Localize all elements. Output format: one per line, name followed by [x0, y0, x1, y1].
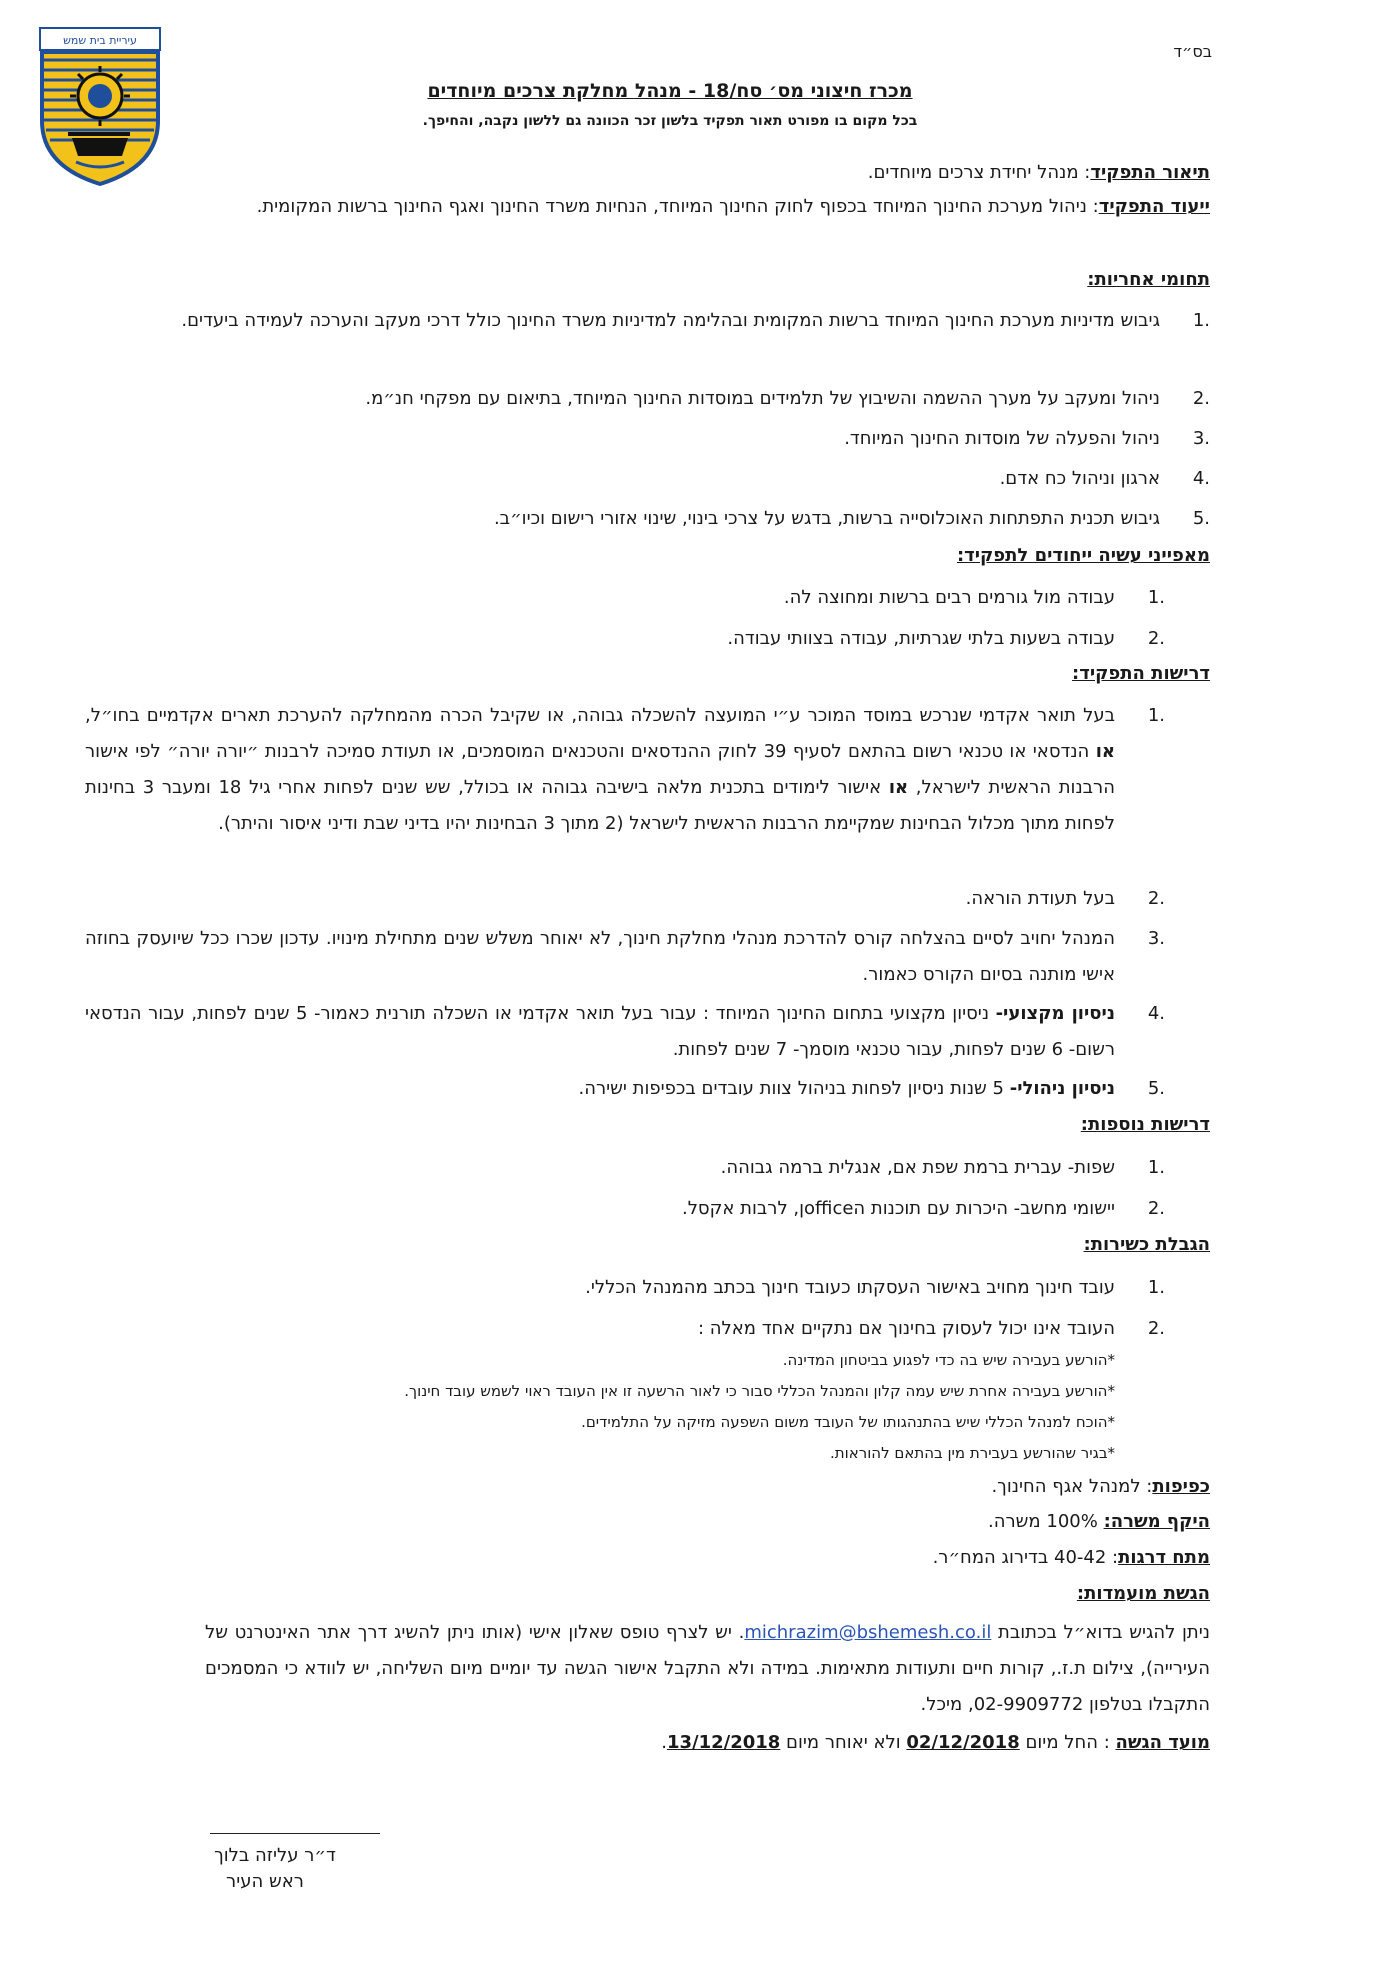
municipal-emblem-logo [38, 26, 162, 186]
additional-item: שפות- עברית ברמת שפת אם, אנגלית ברמה גבוהה. [720, 1157, 1115, 1178]
req-or-2: או [888, 777, 909, 798]
submission-post: . יש לצרף טופס שאלון אישי (אותו ניתן להשיג דרך אתר האינטרנט של העירייה), צילום ת.ז., קורות חיים ותעודות מתאימות. במידה ולא התקבל אישור הגשה עד יומיים מיום השליחה, יש לוודא כי המסמכים התקבלו בטלפון 02-9909772, מיכל. [205, 1622, 1210, 1715]
requirement-num: 3. [1147, 928, 1165, 949]
deadline-end: . [661, 1732, 667, 1753]
responsibility-item: ארגון וניהול כח אדם. [999, 468, 1160, 489]
responsibility-num: 1. [1192, 310, 1210, 331]
tender-title: מכרז חיצוני מס׳ סח/18 - מנהל מחלקת צרכים מיוחדים [427, 80, 913, 102]
requirement-num: 5. [1147, 1078, 1165, 1099]
management-exp-text: 5 שנות ניסיון לפחות בניהול צוות עובדים בכפיפות ישירה. [578, 1078, 1010, 1099]
restriction-num: 2. [1147, 1318, 1165, 1339]
professional-exp-text: ניסיון מקצועי בתחום החינוך המיוחד : עבור בעל תואר אקדמי או השכלה תורנית כאמור- 5 שנים לפחות, עבור הנדסאי רשום- 6 שנים לפחות, עבור טכנאי מוסמך- 7 שנים לפחות. [85, 1003, 1115, 1060]
job-description-line [868, 162, 1210, 184]
management-exp-label: ניסיון ניהולי- [1009, 1078, 1115, 1099]
responsibility-num: 3. [1192, 428, 1210, 449]
job-purpose-value: : ניהול מערכת החינוך המיוחד בכפוף לחוק החינוך המיוחד, הנחיות משרד החינוך ואגף החינוך ברשות המקומית. [256, 196, 1099, 217]
grade-range-label: מתח דרגות [1118, 1547, 1210, 1568]
responsibility-num: 4. [1192, 468, 1210, 489]
restriction-item: העובד אינו יכול לעסוק בחינוך אם נתקיים אחד מאלה : [697, 1318, 1115, 1339]
responsibility-item: ניהול ומעקב על מערך ההשמה והשיבוץ של תלמידים במוסדות החינוך המיוחד, בתיאום עם מפקחי חנ״מ. [365, 388, 1160, 409]
submission-heading: הגשת מועמדות: [1076, 1583, 1210, 1604]
job-description-label: תיאור התפקיד [1090, 162, 1210, 183]
job-purpose-label: ייעוד התפקיד [1098, 196, 1210, 217]
job-purpose-line [140, 189, 1210, 225]
professional-exp-label: ניסיון מקצועי- [995, 1003, 1115, 1024]
logo-text: עיריית בית שמש [63, 34, 137, 47]
req-education-c: אישור לימודים בתכנית מלאה בישיבה גבוהה או בכולל, שש שנים לפחות אחרי גיל 18 ומעבר 3 בחינות לפחות מתוך מכלול הבחינות שמקיימת הרבנות הראשית לישראל (2 מתוך 3 הבחינות יהיו בדיני שבת ודיני איסור והיתר). [85, 777, 1115, 834]
deadline-to-date: 13/12/2018 [666, 1732, 781, 1753]
signature-role: ראש העיר [226, 1871, 304, 1892]
requirements-heading: דרישות התפקיד: [1072, 663, 1210, 684]
submission-pre: ניתן להגיש בדוא״ל בכתובת [991, 1622, 1210, 1643]
requirement-num: 2. [1147, 888, 1165, 909]
job-description-value: : מנהל יחידת צרכים מיוחדים. [867, 162, 1091, 183]
signature-line [210, 1833, 380, 1834]
grade-range-value: : 40-42 בדירוג המח״ר. [932, 1547, 1119, 1568]
deadline-label: מועד הגשה [1115, 1732, 1210, 1753]
gender-note: בכל מקום בו מפורט תאור תפקיד בלשון זכר הכוונה גם ללשון נקבה, והחיפך. [422, 113, 918, 129]
requirement-num: 1. [1147, 705, 1165, 726]
deadline-to-text: ולא יאוחר מיום [780, 1732, 907, 1753]
restriction-sub-item: *בגיר שהורשע בעבירת מין בהתאם להוראות. [830, 1444, 1115, 1462]
responsibility-item: גיבוש מדיניות מערכת החינוך המיוחד ברשות המקומית ובהלימה למדיניות משרד החינוך כולל דרכי מעקב והערכה לעמידה ביעדים. [181, 310, 1160, 331]
requirement-course: המנהל יחויב לסיים בהצלחה קורס להדרכת מנהלי מחלקת חינוך, לא יאוחר משלש שנים מתחילת מינויו. עדכון שכרו ככל שיועסק בחוזה אישי מותנה בסיום הקורס כאמור. [85, 928, 1115, 985]
scope-value: 100% משרה. [988, 1511, 1104, 1532]
subordination-value: : למנהל אגף החינוך. [991, 1476, 1153, 1497]
submission-paragraph [205, 1615, 1210, 1723]
characteristic-item: עבודה מול גורמים רבים ברשות ומחוצה לה. [783, 587, 1115, 608]
restrictions-heading: הגבלת כשירות: [1083, 1234, 1210, 1255]
characteristic-item: עבודה בשעות בלתי שגרתיות, עבודה בצוותי עבודה. [727, 628, 1115, 649]
scope-line [988, 1511, 1210, 1533]
characteristic-num: 2. [1147, 628, 1165, 649]
scope-label: היקף משרה: [1103, 1511, 1210, 1532]
bsd-mark: בס״ד [1173, 42, 1212, 61]
restriction-item: עובד חינוך מחויב באישור העסקתו כעובד חינוך בכתב מהמנהל הכללי. [585, 1277, 1115, 1298]
requirement-education [85, 698, 1115, 842]
email-link[interactable]: michrazim@bshemesh.co.il [744, 1622, 992, 1643]
additional-num: 1. [1147, 1157, 1165, 1178]
responsibility-num: 5. [1192, 508, 1210, 529]
deadline-from-text: : החל מיום [1019, 1732, 1116, 1753]
responsibility-num: 2. [1192, 388, 1210, 409]
characteristics-heading: מאפייני עשיה ייחודים לתפקיד: [956, 545, 1210, 566]
restriction-num: 1. [1147, 1277, 1165, 1298]
subordination-line [991, 1476, 1210, 1498]
grade-range-line [933, 1547, 1210, 1569]
requirement-teaching-cert: בעל תעודת הוראה. [965, 888, 1115, 909]
additional-num: 2. [1147, 1198, 1165, 1219]
subordination-label: כפיפות [1152, 1476, 1210, 1497]
restriction-sub-item: *הורשע בעבירה אחרת שיש עמה קלון והמנהל הכללי סבור כי לאור הרשעה זו אין העובד ראוי לשמש עובד חינוך. [404, 1382, 1115, 1400]
restriction-sub-item: *הורשע בעבירה שיש בה כדי לפגוע בביטחון המדינה. [782, 1351, 1115, 1369]
signature-name: ד״ר עליזה בלוך [214, 1845, 336, 1866]
additional-requirements-heading: דרישות נוספות: [1080, 1114, 1210, 1135]
responsibilities-heading: תחומי אחריות: [1087, 269, 1210, 290]
req-or-1: או [1095, 741, 1115, 762]
deadline-from-date: 02/12/2018 [906, 1732, 1020, 1753]
restriction-sub-item: *הוכח למנהל הכללי שיש בהתנהגותו של העובד משום השפעה מזיקה על התלמידים. [581, 1413, 1115, 1431]
deadline-line [661, 1732, 1210, 1754]
characteristic-num: 1. [1147, 587, 1165, 608]
responsibility-item: גיבוש תכנית התפתחות האוכלוסייה ברשות, בדגש על צרכי בינוי, שינוי אזורי רישום וכיו״ב. [493, 508, 1160, 529]
requirement-num: 4. [1147, 1003, 1165, 1024]
requirement-professional-exp [85, 996, 1115, 1068]
additional-item: יישומי מחשב- היכרות עם תוכנות הofficeן, לרבות אקסל. [681, 1198, 1115, 1219]
req-education-a: בעל תואר אקדמי שנרכש במוסד המוכר ע״י המועצה להשכלה גבוהה, או שקיבל הכרה מהמחלקה להערכת תארים אקדמיים בחו״ל, [85, 705, 1115, 726]
requirement-management-exp [579, 1078, 1116, 1100]
responsibility-item: ניהול והפעלה של מוסדות החינוך המיוחד. [844, 428, 1160, 449]
req-education-b: הנדסאי או טכנאי רשום בהתאם לסעיף 39 לחוק ההנדסאים והטכנאים המוסמכים, או תעודת סמיכה לרבנות ״יורה יורה״ לפי אישור הרבנות הראשית לישראל, [85, 741, 1115, 798]
